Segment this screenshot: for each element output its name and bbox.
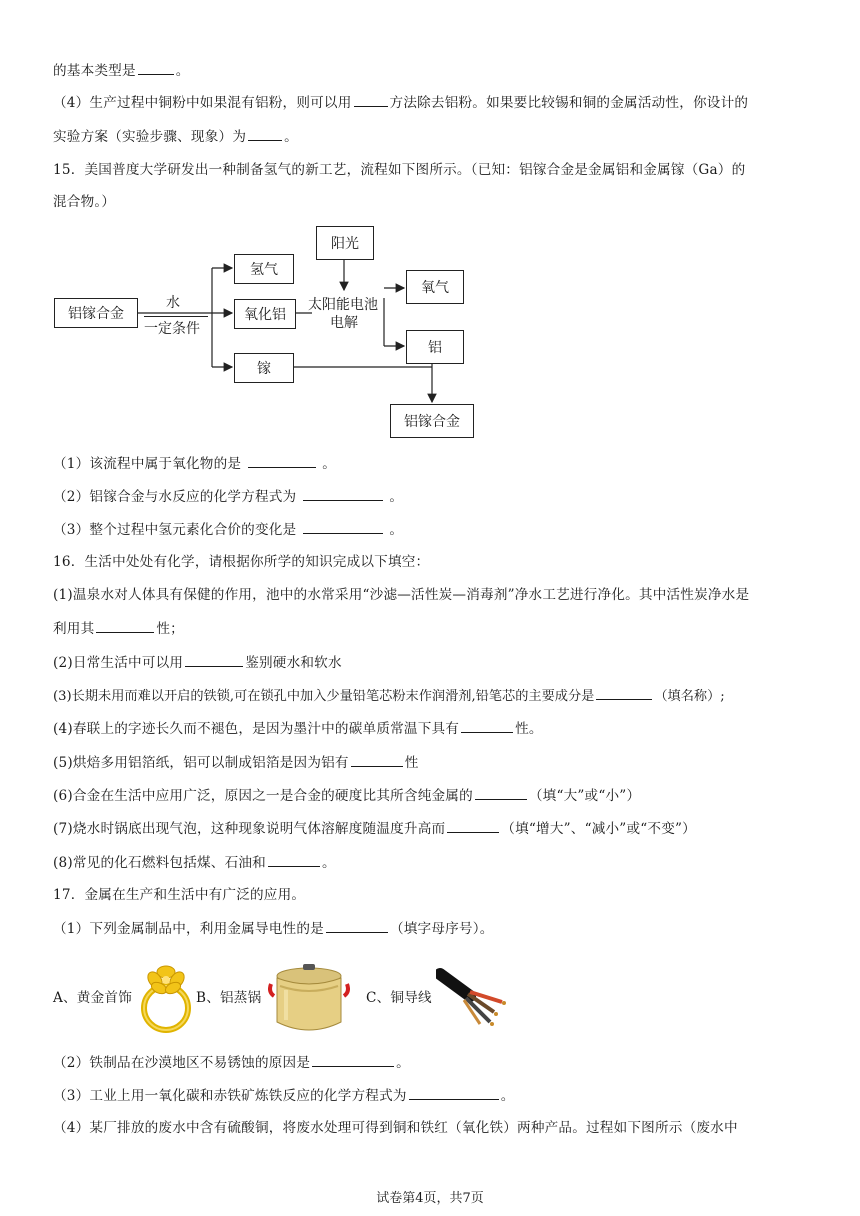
answer-blank[interactable]: [138, 60, 174, 75]
label-electrolysis: 电解: [330, 315, 358, 331]
line-text: （4）生产过程中铜粉中如果混有铝粉，则可以用: [53, 95, 352, 111]
box-input-alloy: 铝镓合金: [54, 298, 138, 328]
question-17-3: （3）工业上用一氧化碳和赤铁矿炼铁反应的化学方程式为 。: [53, 1085, 816, 1106]
box-output-alloy: 铝镓合金: [390, 404, 474, 438]
question-15-1: （1）该流程中属于氧化物的是 。: [53, 453, 816, 474]
line-text: 。: [284, 129, 298, 145]
question-15-2: （2）铝镓合金与水反应的化学方程式为 。: [53, 486, 816, 507]
box-hydrogen: 氢气: [234, 254, 294, 284]
label-solar-cell: 太阳能电池: [308, 297, 378, 313]
answer-blank[interactable]: [461, 718, 513, 733]
question-17-1: （1）下列金属制品中，利用金属导电性的是 （填字母序号）。: [53, 918, 816, 939]
question-15-stem-cont: 混合物。）: [53, 194, 116, 210]
page-footer: 试卷第4页，共7页: [376, 1191, 484, 1206]
text-line: [53, 60, 816, 81]
option-a-label: A、黄金首饰: [53, 990, 132, 1006]
answer-blank[interactable]: [248, 453, 316, 468]
label-condition: 一定条件: [144, 321, 200, 337]
answer-blank[interactable]: [475, 785, 527, 800]
answer-blank[interactable]: [326, 918, 388, 933]
answer-blank[interactable]: [447, 818, 499, 833]
option-b-label: B、铝蒸锅: [196, 990, 262, 1006]
question-16-7: (7)烧水时锅底出现气泡，这种现象说明气体溶解度随温度升高而 （填“增大”、“减小”或“不变”）: [53, 818, 816, 839]
box-gallium: 镓: [234, 353, 294, 383]
question-16-8: (8)常见的化石燃料包括煤、石油和 。: [53, 852, 816, 873]
question-16-2: (2)日常生活中可以用 鉴别硬水和软水: [53, 652, 816, 673]
process-flow-diagram: [50, 224, 490, 442]
box-oxygen: 氧气: [406, 270, 464, 304]
line-text: 。: [175, 63, 190, 79]
answer-blank[interactable]: [248, 126, 282, 141]
gold-ring-image: [133, 958, 199, 1036]
label-water: 水: [166, 295, 180, 311]
question-16-3: (3)长期未用而难以开启的铁锁,可在锁孔中加入少量铅笔芯粉末作润滑剂,铅笔芯的主要成分是 （填名称）;: [53, 685, 816, 707]
question-16-4: (4)春联上的字迹长久而不褪色，是因为墨汁中的碳单质常温下具有 性。: [53, 718, 816, 739]
box-aluminum: 铝: [406, 330, 464, 364]
question-16-1: (1)温泉水对人体具有保健的作用，池中的水常采用“沙滤—活性炭—消毒剂”净水工艺进行净化。其中活性炭净水是: [53, 587, 750, 603]
answer-blank[interactable]: [312, 1052, 394, 1067]
box-sunlight: 阳光: [316, 226, 374, 260]
text-line: [53, 92, 816, 113]
option-c-label: C、铜导线: [366, 990, 432, 1006]
answer-blank[interactable]: [303, 519, 383, 534]
question-17-stem: 17．金属在生产和生活中有广泛的应用。: [53, 887, 306, 903]
answer-blank[interactable]: [409, 1085, 499, 1100]
answer-blank[interactable]: [96, 618, 154, 633]
line-text: 的基本类型是: [53, 63, 136, 79]
question-16-stem: 16．生活中处处有化学，请根据你所学的知识完成以下填空：: [53, 554, 430, 570]
answer-blank[interactable]: [268, 852, 320, 867]
answer-blank[interactable]: [303, 486, 383, 501]
answer-blank[interactable]: [185, 652, 243, 667]
answer-blank[interactable]: [351, 752, 403, 767]
line-text: 方法除去铝粉。如果要比较锡和铜的金属活动性，你设计的: [389, 95, 749, 111]
box-alumina: 氧化铝: [234, 299, 296, 329]
line-text: 实验方案（实验步骤、现象）为: [53, 129, 247, 145]
question-15-3: （3）整个过程中氢元素化合价的变化是 。: [53, 519, 816, 540]
answer-blank[interactable]: [596, 685, 652, 700]
aluminum-pot-image: [268, 960, 350, 1038]
text-line: [53, 126, 816, 147]
question-15-stem: 15．美国普度大学研发出一种制备氢气的新工艺，流程如下图所示。（已知：铝镓合金是金属铝和金属镓（Ga）的: [53, 162, 746, 178]
copper-wire-image: [436, 966, 508, 1028]
question-16-6: (6)合金在生活中应用广泛，原因之一是合金的硬度比其所含纯金属的 （填“大”或“小”）: [53, 785, 816, 806]
answer-blank[interactable]: [354, 92, 388, 107]
question-16-1-cont: 利用其 性；: [53, 618, 816, 639]
question-17-2: （2）铁制品在沙漠地区不易锈蚀的原因是 。: [53, 1052, 816, 1073]
question-17-4: （4）某厂排放的废水中含有硫酸铜，将废水处理可得到铜和铁红（氧化铁）两种产品。过程如下图所示（废水中: [53, 1120, 738, 1136]
question-16-5: (5)烘焙多用铝箔纸，铝可以制成铝箔是因为铝有 性: [53, 752, 816, 773]
